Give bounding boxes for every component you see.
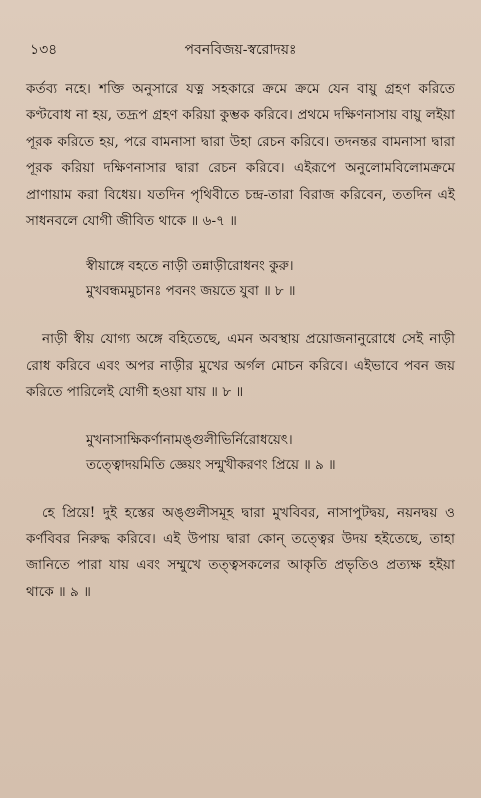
running-title: পবনবিজয়-স্বরোদয়ঃ — [184, 42, 297, 58]
page-number: ১৩৪ — [30, 42, 58, 58]
verse-9-line-1: মুখনাসাক্ষিকর্ণানামঙ্গুলীভির্নিরোধয়েৎ। — [86, 432, 293, 448]
sanskrit-verse-9 — [26, 428, 455, 478]
verse-8-line-2: মুখবন্ধমমুচানঃ পবনং জয়তে যুবা ॥ ৮ ॥ — [86, 284, 296, 300]
commentary-paragraph-9: হে প্রিয়ে! দুই হস্তের অঙ্গুলীসমূহ দ্বারা মুখবিবর, নাসাপুটদ্বয়, নয়নদ্বয় ও কর্ণবিবর নিরুদ্ধ করিবে। এই উপায় দ্বারা কোন্ তত্ত্বের উদয় হইতেছে, তাহা জানিতে পারা যায় এবং সম্মুখে তত্ত্বসকলের আকৃতি প্রভৃতিও প্রত্যক্ষ হইয়া থাকে ॥ ৯ ॥ — [26, 504, 455, 600]
page-header — [26, 38, 455, 62]
verse-9-line-2: তত্ত্বোদয়মিতি জ্ঞেয়ং সন্মুখীকরণং প্রিয়ে ॥ ৯ ॥ — [86, 457, 336, 473]
commentary-paragraph-8: নাড়ী স্বীয় যোগ্য অঙ্গে বহিতেছে, এমন অবস্থায় প্রয়োজনানুরোধে সেই নাড়ী রোধ করিবে এবং অপর নাড়ীর মুখের অর্গল মোচন করিবে। এইভাবে পবন জয় করিতে পারিলেই যোগী হওয়া যায় ॥ ৮ ॥ — [26, 331, 455, 401]
commentary-paragraph-6-7: কর্তব্য নহে। শক্তি অনুসারে যত্ন সহকারে ক্রমে ক্রমে যেন বায়ু গ্রহণ করিতে কণ্টবোধ না হয়, তদ্রূপ গ্রহণ করিয়া কুম্ভক করিবে। প্রথমে দক্ষিণনাসায় বায়ু লইয়া পূরক করিতে হয়, পরে বামনাসা দ্বারা উহা রেচন করিবে। তদনন্তর বামনাসা দ্বারা পূরক করিয়া দক্ষিণনাসার দ্বারা রেচন করিবে। এইরূপে অনুলোমবিলোমক্রমে প্রাণায়াম করা বিধেয়। যতদিন পৃথিবীতে চন্দ্র-তারা বিরাজ করিবেন, ততদিন এই সাধনবলে যোগী জীবিত থাকে ॥ ৬-৭ ॥ — [26, 81, 455, 230]
sanskrit-verse-8 — [26, 254, 455, 304]
verse-8-line-1: স্বীয়াঙ্গে বহতে নাড়ী তন্নাড়ীরোধনং কুরু। — [86, 259, 294, 275]
